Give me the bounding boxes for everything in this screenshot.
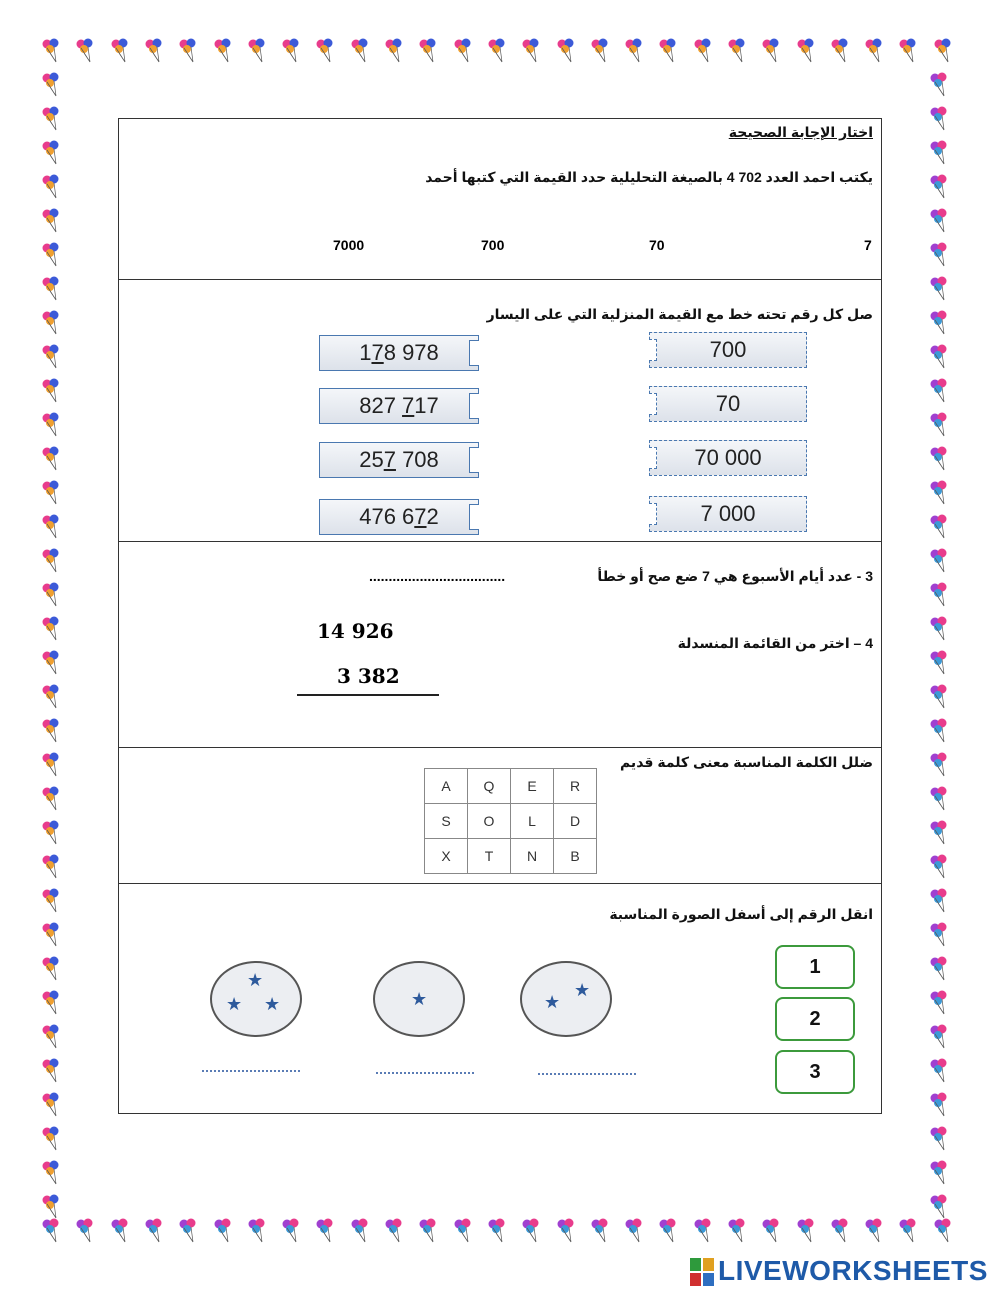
operand-2[interactable]: 3 382 — [337, 664, 400, 688]
three-stars-image — [210, 961, 302, 1037]
liveworksheets-logo-text: LIVEWORKSHEETS — [718, 1255, 988, 1286]
value-box[interactable] — [649, 496, 807, 532]
balloon-icon — [40, 72, 66, 98]
balloon-icon — [452, 38, 478, 64]
balloon-icon — [40, 208, 66, 234]
balloon-icon — [928, 242, 954, 268]
balloon-icon — [897, 1218, 923, 1244]
connector-tab — [469, 447, 479, 473]
value-label: 70 000 — [694, 445, 762, 470]
connector-tab — [649, 393, 657, 415]
number-part: 827 — [359, 393, 403, 418]
number-part: 1 — [359, 340, 372, 365]
balloon-icon — [928, 208, 954, 234]
number-box[interactable] — [319, 388, 479, 424]
balloon-icon — [928, 174, 954, 200]
balloon-icon — [40, 174, 66, 200]
balloon-icon — [314, 1218, 340, 1244]
underlined-digit: 7 — [414, 504, 427, 529]
liveworksheets-logo-icon — [690, 1258, 714, 1286]
question-2-section — [119, 280, 881, 542]
balloon-icon — [177, 1218, 203, 1244]
balloon-icon — [795, 1218, 821, 1244]
connector-tab — [649, 447, 657, 469]
balloon-icon — [657, 1218, 683, 1244]
number-part: 17 — [414, 393, 439, 418]
balloon-icon — [40, 922, 66, 948]
balloon-icon — [928, 956, 954, 982]
star-icon: ★ — [264, 994, 281, 1014]
answer-slot[interactable] — [376, 1072, 474, 1074]
balloon-icon — [928, 446, 954, 472]
balloon-icon — [40, 378, 66, 404]
balloon-icon — [40, 480, 66, 506]
balloon-icon — [928, 1126, 954, 1152]
balloon-icon — [486, 38, 512, 64]
balloon-icon — [863, 1218, 889, 1244]
value-box[interactable] — [649, 386, 807, 422]
q5-text: ضلل الكلمة المناسبة معنى كلمة قديم — [619, 754, 873, 770]
balloon-icon — [40, 140, 66, 166]
underlined-digit: 7 — [371, 340, 384, 365]
worksheet — [118, 118, 882, 1114]
grid-cell[interactable]: B — [554, 839, 597, 874]
balloon-icon — [928, 1024, 954, 1050]
balloon-icon — [829, 38, 855, 64]
connector-tab — [649, 339, 657, 361]
balloon-icon — [40, 888, 66, 914]
balloon-icon — [40, 684, 66, 710]
balloon-icon — [928, 922, 954, 948]
grid-cell[interactable]: Q — [468, 769, 511, 804]
balloon-icon — [928, 548, 954, 574]
balloon-icon — [928, 820, 954, 846]
balloon-icon — [726, 38, 752, 64]
balloon-icon — [932, 38, 958, 64]
balloon-icon — [928, 140, 954, 166]
star-icon: ★ — [247, 970, 264, 990]
balloon-icon — [349, 38, 375, 64]
letter-grid — [424, 768, 597, 874]
star-icon: ★ — [411, 989, 428, 1009]
balloon-icon — [40, 412, 66, 438]
balloon-icon — [40, 956, 66, 982]
balloon-icon — [383, 38, 409, 64]
value-box[interactable] — [649, 440, 807, 476]
balloon-icon — [928, 276, 954, 302]
balloon-icon — [40, 616, 66, 642]
balloon-icon — [863, 38, 889, 64]
q1-option[interactable]: 70 — [649, 237, 665, 253]
balloon-icon — [40, 582, 66, 608]
q1-title: اختار الإجابة الصحيحة — [728, 124, 873, 140]
balloon-icon — [692, 1218, 718, 1244]
balloon-icon — [40, 1218, 66, 1244]
balloon-icon — [928, 650, 954, 676]
balloon-icon — [40, 1058, 66, 1084]
q3-text: 3 - عدد أيام الأسبوع هي 7 ضع صح أو خطأ — [597, 568, 873, 584]
number-part: 2 — [426, 504, 439, 529]
balloon-icon — [417, 1218, 443, 1244]
q2-instruction: صل كل رقم تحته خط مع القيمة المنزلية التي على اليسار — [486, 306, 873, 322]
balloon-icon — [177, 38, 203, 64]
balloon-icon — [692, 38, 718, 64]
balloon-icon — [928, 1058, 954, 1084]
balloon-icon — [555, 1218, 581, 1244]
balloon-icon — [928, 514, 954, 540]
balloon-icon — [623, 1218, 649, 1244]
balloon-icon — [212, 38, 238, 64]
q4-text: 4 – اختر من القائمة المنسدلة — [677, 635, 873, 651]
grid-cell[interactable]: E — [511, 769, 554, 804]
balloon-icon — [40, 854, 66, 880]
connector-tab — [469, 504, 479, 530]
balloon-icon — [40, 514, 66, 540]
balloon-icon — [246, 1218, 272, 1244]
balloon-icon — [657, 38, 683, 64]
balloon-icon — [40, 242, 66, 268]
star-icon: ★ — [574, 980, 591, 1000]
draggable-number[interactable]: 3 — [775, 1050, 855, 1094]
number-part: 8 978 — [383, 340, 439, 365]
balloon-icon — [928, 1160, 954, 1186]
q3-answer-blank[interactable]: ................................... — [369, 568, 506, 584]
balloon-icon — [383, 1218, 409, 1244]
grid-cell[interactable]: X — [425, 839, 468, 874]
balloon-icon — [928, 786, 954, 812]
balloon-icon — [928, 582, 954, 608]
connector-tab — [469, 340, 479, 366]
balloon-icon — [520, 38, 546, 64]
balloon-icon — [928, 684, 954, 710]
balloon-icon — [520, 1218, 546, 1244]
balloon-icon — [928, 888, 954, 914]
grid-cell[interactable]: A — [425, 769, 468, 804]
balloon-icon — [109, 38, 135, 64]
balloon-icon — [280, 1218, 306, 1244]
balloon-icon — [928, 378, 954, 404]
q6-text: انقل الرقم إلى أسفل الصورة المناسبة — [609, 906, 873, 922]
balloon-icon — [928, 1092, 954, 1118]
two-stars-image — [520, 961, 612, 1037]
balloon-icon — [417, 38, 443, 64]
q1-question: يكتب احمد العدد 702 4 بالصيغة التحليلية حدد القيمة التي كتبها أحمد — [425, 169, 873, 185]
balloon-icon — [928, 310, 954, 336]
balloon-icon — [40, 1194, 66, 1220]
question-3-4-section — [119, 542, 881, 748]
balloon-icon — [928, 480, 954, 506]
balloon-icon — [486, 1218, 512, 1244]
grid-cell[interactable]: N — [511, 839, 554, 874]
sum-line — [297, 694, 439, 696]
balloon-icon — [40, 820, 66, 846]
operand-1: 14 926 — [317, 619, 394, 643]
underlined-digit: 7 — [402, 393, 415, 418]
draggable-number[interactable]: 1 — [775, 945, 855, 989]
one-star-image — [373, 961, 465, 1037]
balloon-icon — [40, 38, 66, 64]
balloon-icon — [314, 38, 340, 64]
q1-option[interactable]: 7 — [864, 237, 872, 253]
balloon-icon — [40, 310, 66, 336]
balloon-icon — [40, 752, 66, 778]
balloon-icon — [928, 344, 954, 370]
number-part: 708 — [395, 447, 439, 472]
balloon-icon — [74, 1218, 100, 1244]
balloon-icon — [452, 1218, 478, 1244]
balloon-icon — [795, 38, 821, 64]
balloon-icon — [623, 38, 649, 64]
value-label: 7 000 — [700, 501, 756, 526]
balloon-icon — [40, 106, 66, 132]
balloon-icon — [246, 38, 272, 64]
balloon-icon — [40, 344, 66, 370]
grid-cell[interactable]: S — [425, 804, 468, 839]
balloon-icon — [589, 1218, 615, 1244]
balloon-icon — [726, 1218, 752, 1244]
balloon-icon — [897, 38, 923, 64]
answer-slot[interactable] — [538, 1073, 636, 1075]
value-label: 700 — [709, 337, 747, 362]
q1-option[interactable]: 7000 — [333, 237, 365, 253]
star-icon: ★ — [226, 994, 243, 1014]
balloon-icon — [349, 1218, 375, 1244]
question-1-section — [119, 119, 881, 280]
balloon-icon — [40, 548, 66, 574]
number-box[interactable] — [319, 442, 479, 478]
balloon-icon — [928, 718, 954, 744]
number-box[interactable] — [319, 335, 479, 371]
value-label: 70 — [715, 391, 741, 416]
balloon-icon — [932, 1218, 958, 1244]
grid-cell[interactable]: L — [511, 804, 554, 839]
draggable-number[interactable]: 2 — [775, 997, 855, 1041]
q1-option[interactable]: 700 — [481, 237, 505, 253]
balloon-icon — [40, 990, 66, 1016]
underlined-digit: 7 — [383, 447, 396, 472]
balloon-icon — [928, 752, 954, 778]
number-part: 25 — [359, 447, 384, 472]
star-icon: ★ — [544, 992, 561, 1012]
balloon-icon — [109, 1218, 135, 1244]
balloon-icon — [40, 1092, 66, 1118]
balloon-icon — [760, 1218, 786, 1244]
balloon-icon — [760, 38, 786, 64]
balloon-icon — [928, 106, 954, 132]
connector-tab — [469, 393, 479, 419]
grid-cell[interactable]: D — [554, 804, 597, 839]
connector-tab — [649, 503, 657, 525]
balloon-icon — [928, 1194, 954, 1220]
grid-cell[interactable]: T — [468, 839, 511, 874]
balloon-icon — [143, 1218, 169, 1244]
answer-slot[interactable] — [202, 1070, 300, 1072]
balloon-icon — [928, 412, 954, 438]
balloon-icon — [928, 854, 954, 880]
number-box[interactable] — [319, 499, 479, 535]
balloon-icon — [74, 38, 100, 64]
grid-cell[interactable]: R — [554, 769, 597, 804]
number-part: 476 6 — [359, 504, 415, 529]
balloon-icon — [40, 1160, 66, 1186]
grid-cell[interactable]: O — [468, 804, 511, 839]
balloon-icon — [40, 1126, 66, 1152]
balloon-icon — [40, 650, 66, 676]
balloon-icon — [589, 38, 615, 64]
balloon-icon — [40, 718, 66, 744]
balloon-icon — [555, 38, 581, 64]
balloon-icon — [40, 446, 66, 472]
balloon-icon — [40, 1024, 66, 1050]
balloon-icon — [280, 38, 306, 64]
balloon-icon — [928, 72, 954, 98]
balloon-icon — [143, 38, 169, 64]
value-box[interactable] — [649, 332, 807, 368]
balloon-icon — [928, 990, 954, 1016]
balloon-icon — [212, 1218, 238, 1244]
balloon-icon — [829, 1218, 855, 1244]
balloon-icon — [928, 616, 954, 642]
balloon-icon — [40, 786, 66, 812]
balloon-icon — [40, 276, 66, 302]
